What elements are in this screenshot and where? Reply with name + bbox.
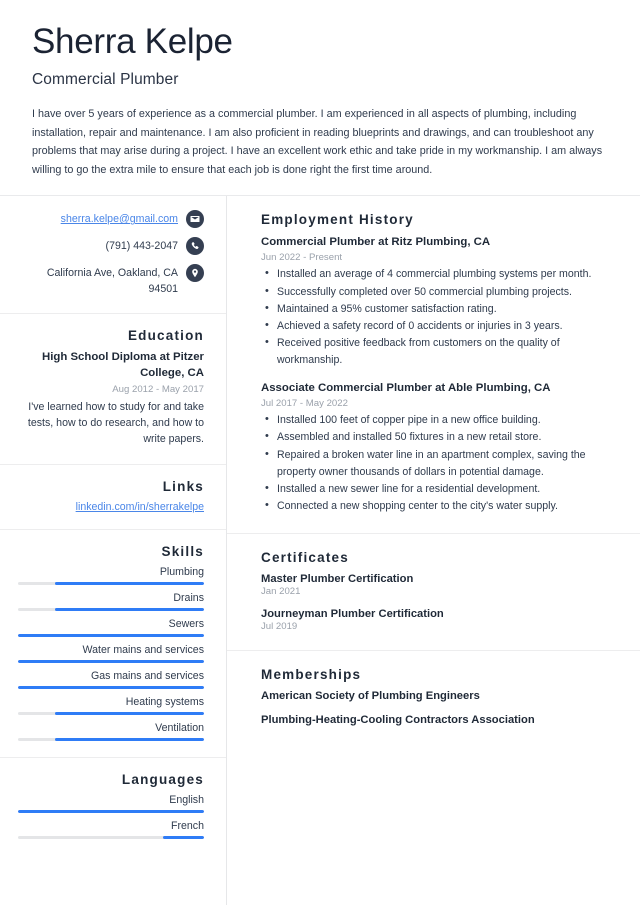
employment-entry-title: Commercial Plumber at Ritz Plumbing, CA [261,236,491,249]
skill-label: Heating systems [125,695,204,708]
education-degree: High School Diploma at Pitzer College, CA [41,351,204,379]
employment-entry [261,235,620,369]
memberships-heading: Memberships [261,667,362,683]
employment-bullet: • Installed 100 feet of copper pipe in a new office building. [261,412,620,429]
skill-label: Gas mains and services [90,669,204,682]
language-fill [163,836,204,839]
certificate-date: Jul 2019 [261,621,298,633]
contact-email-row[interactable] [18,210,204,228]
education-section [0,314,226,465]
language-label: English [169,793,204,806]
skill-item [18,566,204,585]
map-pin-icon [186,264,204,282]
email-link[interactable]: sherra.kelpe@gmail.com [60,213,178,226]
candidate-name: Sherra Kelpe [32,22,233,61]
employment-entry-date: Jul 2017 - May 2022 [261,398,348,410]
contact-email-text [61,210,178,227]
skill-fill [18,634,204,637]
education-description: I've learned how to study for and take tests, how to do research, and how to write papers. [27,400,204,446]
contact-address-row[interactable] [18,264,204,297]
skill-label: Drains [173,591,204,604]
employment-section [227,196,640,534]
main-column [227,196,640,905]
employment-heading: Employment History [261,212,414,228]
link-item[interactable] [18,501,204,513]
envelope-icon [186,210,204,228]
memberships-list [261,690,620,726]
employment-list [261,235,620,515]
language-item [18,820,204,839]
skill-fill [55,608,204,611]
skills-section [0,530,226,758]
memberships-section [227,651,640,744]
links-section [0,465,226,530]
employment-bullet: • Assembled and installed 50 fixtures in a new retail store. [261,429,620,446]
resume-header [0,0,640,195]
skill-fill [55,738,204,741]
skill-track [18,582,204,585]
membership-entry: Plumbing-Heating-Cooling Contractors Association [261,714,535,727]
certificate-entry [261,573,620,597]
skill-fill [18,660,204,663]
skill-fill [55,582,204,585]
employment-bullet: • Maintained a 95% customer satisfaction rating. [261,301,620,318]
language-label: French [171,819,204,832]
skill-track [18,634,204,637]
skill-item [18,592,204,611]
language-track [18,836,204,839]
phone-icon [186,237,204,255]
certificate-name: Journeyman Plumber Certification [261,608,444,621]
employment-bullet: • Connected a new shopping center to the city's water supply. [261,498,620,515]
employment-entry [261,381,620,515]
languages-list [18,794,204,839]
education-item [18,350,204,448]
skill-label: Plumbing [159,565,204,578]
skill-track [18,608,204,611]
employment-entry-date: Jun 2022 - Present [261,252,343,264]
education-date: Aug 2012 - May 2017 [112,383,204,395]
skill-item [18,670,204,689]
certificates-list [261,573,620,632]
education-heading: Education [127,328,204,344]
employment-bullet: • Received positive feedback from customers on the quality of workmanship. [261,335,620,369]
skill-fill [18,686,204,689]
links-heading: Links [162,478,204,494]
skills-heading: Skills [161,543,204,559]
certificate-entry [261,608,620,632]
employment-entry-bullets [261,266,620,369]
skill-track [18,660,204,663]
language-fill [18,810,204,813]
language-track [18,810,204,813]
skill-item [18,722,204,741]
skills-list [18,566,204,741]
languages-section [0,758,226,855]
contact-phone-row[interactable] [18,237,204,255]
languages-heading: Languages [121,771,204,787]
skill-track [18,712,204,715]
employment-bullet: • Repaired a broken water line in an apartment complex, saving the property owner thousands of dollars in potential damage. [261,447,620,481]
employment-entry-title: Associate Commercial Plumber at Able Plumbing, CA [261,382,551,395]
contact-address-text: California Ave, Oakland, CA 94501 [46,267,178,295]
employment-bullet: • Installed a new sewer line for a residential development. [261,481,620,498]
skill-item [18,618,204,637]
skill-item [18,696,204,715]
employment-entry-bullets [261,412,620,515]
contact-phone-text: (791) 443-2047 [105,240,178,253]
linkedin-link[interactable]: linkedin.com/in/sherrakelpe [75,500,204,513]
skill-track [18,738,204,741]
language-item [18,794,204,813]
employment-bullet: • Achieved a safety record of 0 accidents or injuries in 3 years. [261,318,620,335]
employment-bullet: • Installed an average of 4 commercial plumbing systems per month. [261,266,620,283]
resume-body [0,196,640,905]
membership-entry: American Society of Plumbing Engineers [261,690,480,703]
skill-fill [55,712,204,715]
skill-label: Water mains and services [82,643,204,656]
certificate-name: Master Plumber Certification [261,573,414,586]
certificates-heading: Certificates [261,550,349,566]
professional-summary: I have over 5 years of experience as a commercial plumber. I am experienced in all aspects of plumbing, including installation, repair and maintenance. I am also proficient in reading blueprints and drawings, and can troubleshoot any problems that may arise during a project. I have an excellent work ethic and take pride in my workmanship. I am always willing to go the extra mile to ensure that each job is done right the first time around. [32,108,603,176]
employment-bullet: • Successfully completed over 50 commercial plumbing projects. [261,284,620,301]
skill-label: Ventilation [155,721,204,734]
certificate-date: Jan 2021 [261,586,301,598]
skill-track [18,686,204,689]
skill-item [18,644,204,663]
sidebar-column [0,196,227,905]
candidate-job-title: Commercial Plumber [32,71,179,89]
certificates-section [227,534,640,651]
contact-section [0,196,226,314]
skill-label: Sewers [168,617,204,630]
